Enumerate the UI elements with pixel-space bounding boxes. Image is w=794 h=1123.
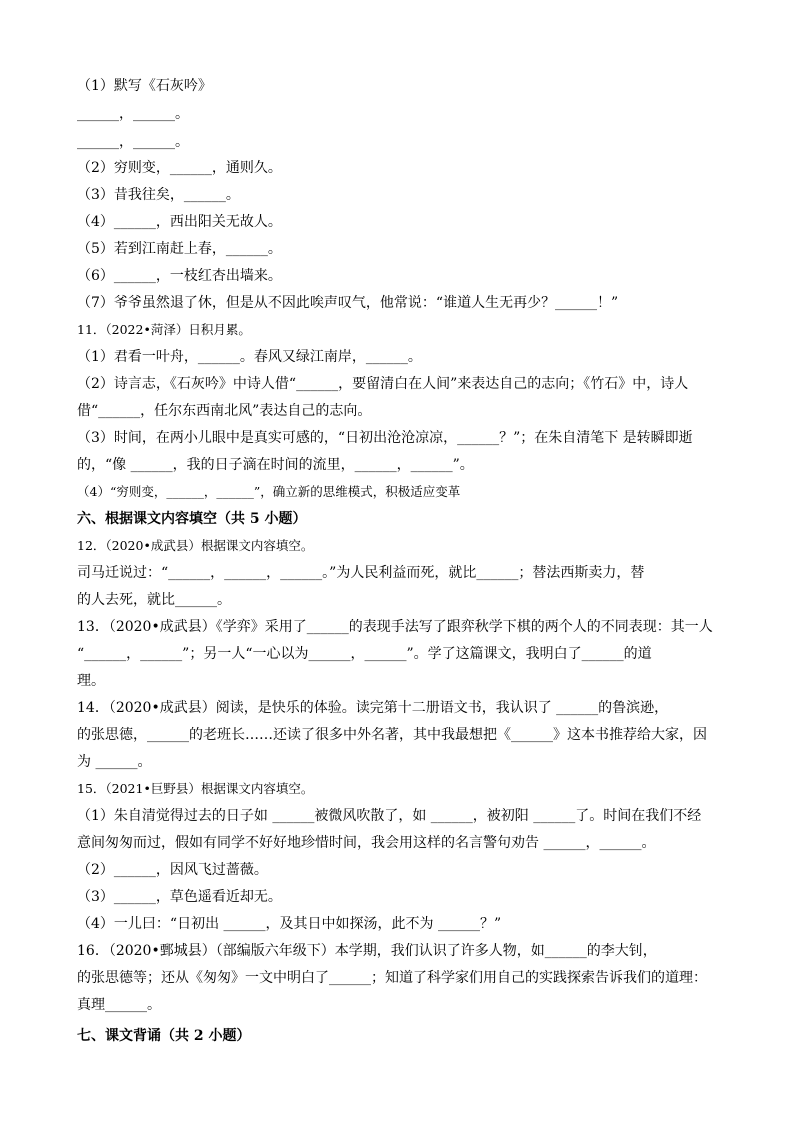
question-12-body: 司马迁说过：“______，______，______。”为人民利益而死，就比______；替法西斯卖力，替 bbox=[77, 565, 645, 581]
section-6-heading: 六、根据课文内容填空（共 5 小题） bbox=[77, 511, 307, 527]
section-7-heading: 七、课文背诵（共 2 小题） bbox=[77, 1028, 251, 1044]
question-13-title: 13．（2020•成武县）《学弈》采用了______的表现手法写了跟弈秋学下棋的两个人的不同表现：其一人 bbox=[77, 619, 713, 635]
fill-line: ______，______。 bbox=[77, 106, 189, 122]
question-15-title: 15．（2021•巨野县）根据课文内容填空。 bbox=[77, 781, 314, 796]
question-14-body: 的张思德，______的老班长……还读了很多中外名著，其中我最想把《______》这本书推荐给大家，因 bbox=[77, 727, 707, 743]
question-14-body-end: 为 ______。 bbox=[77, 754, 152, 770]
question-15-part-4: （4）一儿曰：“日初出 ______，及其日中如探汤，此不为 ______？” bbox=[77, 916, 502, 932]
question-15-part-1-cont: 意间匆匆而过，假如有同学不好好地珍惜时间，我会用这样的名言警句劝告 ______，______。 bbox=[77, 835, 656, 851]
question-15-part-3: （3）______，草色遥看近却无。 bbox=[77, 889, 282, 905]
question-15-part-2: （2）______，因风飞过蔷薇。 bbox=[77, 862, 268, 878]
question-16-title: 16．（2020•鄄城县）（部编版六年级下）本学期，我们认识了许多人物，如______的李大钊， bbox=[77, 943, 657, 959]
question-10-part-1: （1）默写《石灰吟》 bbox=[77, 78, 212, 94]
question-10-part-6: （6）______，一枝红杏出墙来。 bbox=[77, 268, 282, 284]
question-14-title: 14．（2020•成武县）阅读，是快乐的体验。读完第十二册语文书，我认识了 ______的鲁滨逊， bbox=[77, 700, 669, 716]
question-11-part-3-cont: 的，“像 ______，我的日子滴在时间的流里，______，______”。 bbox=[77, 457, 474, 473]
question-10-part-7: （7）爷爷虽然退了休，但是从不因此唉声叹气，他常说：“谁道人生无再少？______！” bbox=[77, 295, 619, 311]
question-11-part-2-cont: 借“______，任尔东西南北风”表达自己的志向。 bbox=[77, 403, 372, 419]
question-12-body-cont: 的人去死，就比______。 bbox=[77, 592, 231, 608]
question-10-part-4: （4）______，西出阳关无故人。 bbox=[77, 214, 282, 230]
question-16-body: 的张思德等；还从《匆匆》一文中明白了______；知道了科学家们用自己的实践探索告诉我们的道理： bbox=[77, 970, 707, 986]
question-10-part-5: （5）若到江南赶上春，______。 bbox=[77, 241, 282, 257]
question-10-part-2: （2）穷则变，______，通则久。 bbox=[77, 160, 282, 176]
question-11-part-4: （4）“穷则变，______，______”，确立新的思维模式，积极适应变革 bbox=[77, 484, 461, 499]
question-11-title: 11．（2022•菏泽）日积月累。 bbox=[77, 322, 251, 337]
question-11-part-2: （2）诗言志，《石灰吟》中诗人借“______，要留清白在人间”来表达自己的志向；《竹石》中，诗人 bbox=[77, 376, 689, 392]
fill-line: ______，______。 bbox=[77, 134, 189, 150]
question-15-part-1: （1）朱自清觉得过去的日子如 ______被微风吹散了，如 ______，被初阳 ______了。时间在我们不经 bbox=[77, 808, 702, 824]
question-10-part-3: （3）昔我往矣，______。 bbox=[77, 187, 240, 203]
question-11-part-3: （3）时间，在两小儿眼中是真实可感的，“日初出沧沧凉凉，______？”；在朱自清笔下 是转瞬即逝 bbox=[77, 430, 693, 446]
question-11-part-1: （1）君看一叶舟，______。春风又绿江南岸，______。 bbox=[77, 349, 422, 365]
question-13-body: “______，______”；另一人“一心以为______，______”。学了这篇课文，我明白了______的道 bbox=[77, 646, 652, 662]
question-12-title: 12．（2020•成武县）根据课文内容填空。 bbox=[77, 538, 314, 553]
question-16-body-end: 真理______。 bbox=[77, 997, 161, 1013]
question-13-body-end: 理。 bbox=[77, 673, 105, 689]
